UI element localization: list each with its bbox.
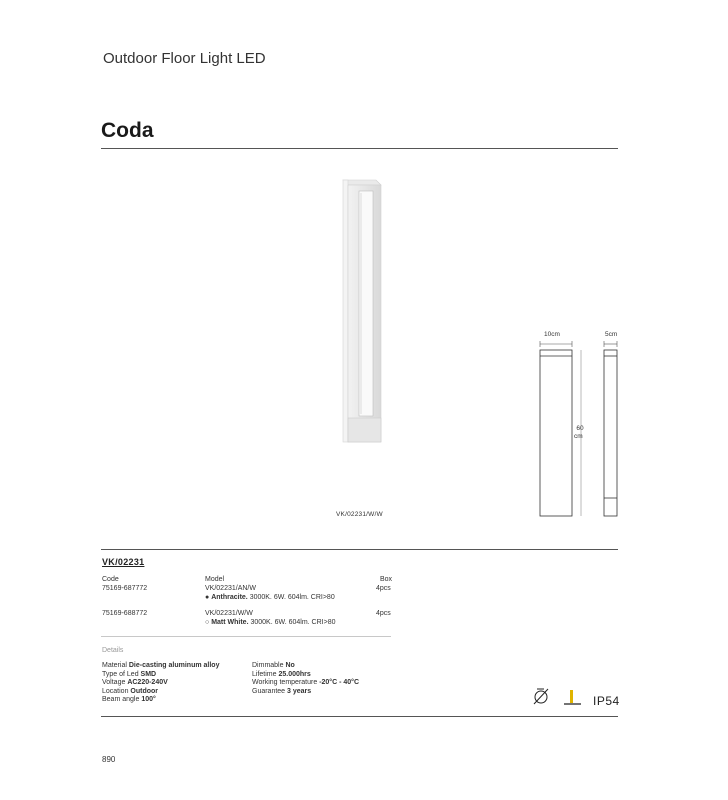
- depth-label: 5cm: [605, 331, 618, 338]
- header-divider: [101, 148, 618, 149]
- ip-rating: IP54: [593, 694, 620, 708]
- product-name: Coda: [101, 119, 154, 142]
- detail-beam-angle: Beam angle 100°: [102, 696, 156, 703]
- spec-table-title: VK/02231: [102, 557, 145, 567]
- table-row-model: VK/02231/W/W: [205, 610, 253, 617]
- detail-material: Material Die-casting aluminum alloy: [102, 662, 220, 669]
- table-row-finish: [205, 619, 335, 628]
- finish-spec: 3000K. 6W. 604lm. CRI>80: [247, 594, 335, 601]
- width-label: 10cm: [544, 331, 560, 338]
- height-value: 60: [576, 425, 584, 432]
- details-title: Details: [102, 647, 124, 654]
- table-row-finish: [205, 594, 335, 603]
- details-right: [252, 662, 359, 696]
- finish-name: Matt White.: [211, 619, 249, 626]
- table-row-code: 75169-687772: [102, 585, 148, 592]
- finish-name: Anthracite.: [211, 594, 248, 601]
- product-image: [330, 172, 400, 447]
- header-code: Code: [102, 576, 119, 583]
- detail-voltage: Voltage AC220-240V: [102, 679, 168, 686]
- table-row-box: 4pcs: [376, 585, 391, 592]
- detail-guarantee: Guarantee 3 years: [252, 687, 312, 695]
- table-divider: [101, 636, 391, 637]
- footer-divider: [101, 716, 618, 717]
- finish-white-icon: ○: [205, 619, 210, 626]
- header-model: Model: [205, 576, 225, 583]
- detail-led-type: Type of Led SMD: [102, 670, 157, 678]
- not-dimmable-icon: [531, 686, 551, 706]
- table-row-model: VK/02231/AN/W: [205, 585, 256, 592]
- image-caption: VK/02231/W/W: [336, 511, 383, 518]
- floor-light-icon: [562, 688, 582, 706]
- table-row-code: 75169-688772: [102, 610, 148, 617]
- detail-dimmable: Dimmable No: [252, 662, 295, 669]
- page-number: 890: [102, 755, 116, 764]
- detail-lifetime: Lifetime 25.000hrs: [252, 670, 311, 678]
- details-left: [102, 662, 219, 705]
- detail-working-temp: Working temperature -20°C - 40°C: [252, 679, 360, 686]
- finish-spec: 3000K. 6W. 604lm. CRI>80: [248, 619, 336, 626]
- detail-location: Location Outdoor: [102, 687, 159, 695]
- spec-divider: [101, 549, 618, 550]
- finish-anthracite-icon: ●: [205, 594, 210, 601]
- table-row-box: 4pcs: [376, 610, 391, 617]
- header-box: Box: [380, 576, 393, 583]
- category-title: Outdoor Floor Light LED: [103, 50, 266, 67]
- height-unit: cm: [574, 433, 583, 440]
